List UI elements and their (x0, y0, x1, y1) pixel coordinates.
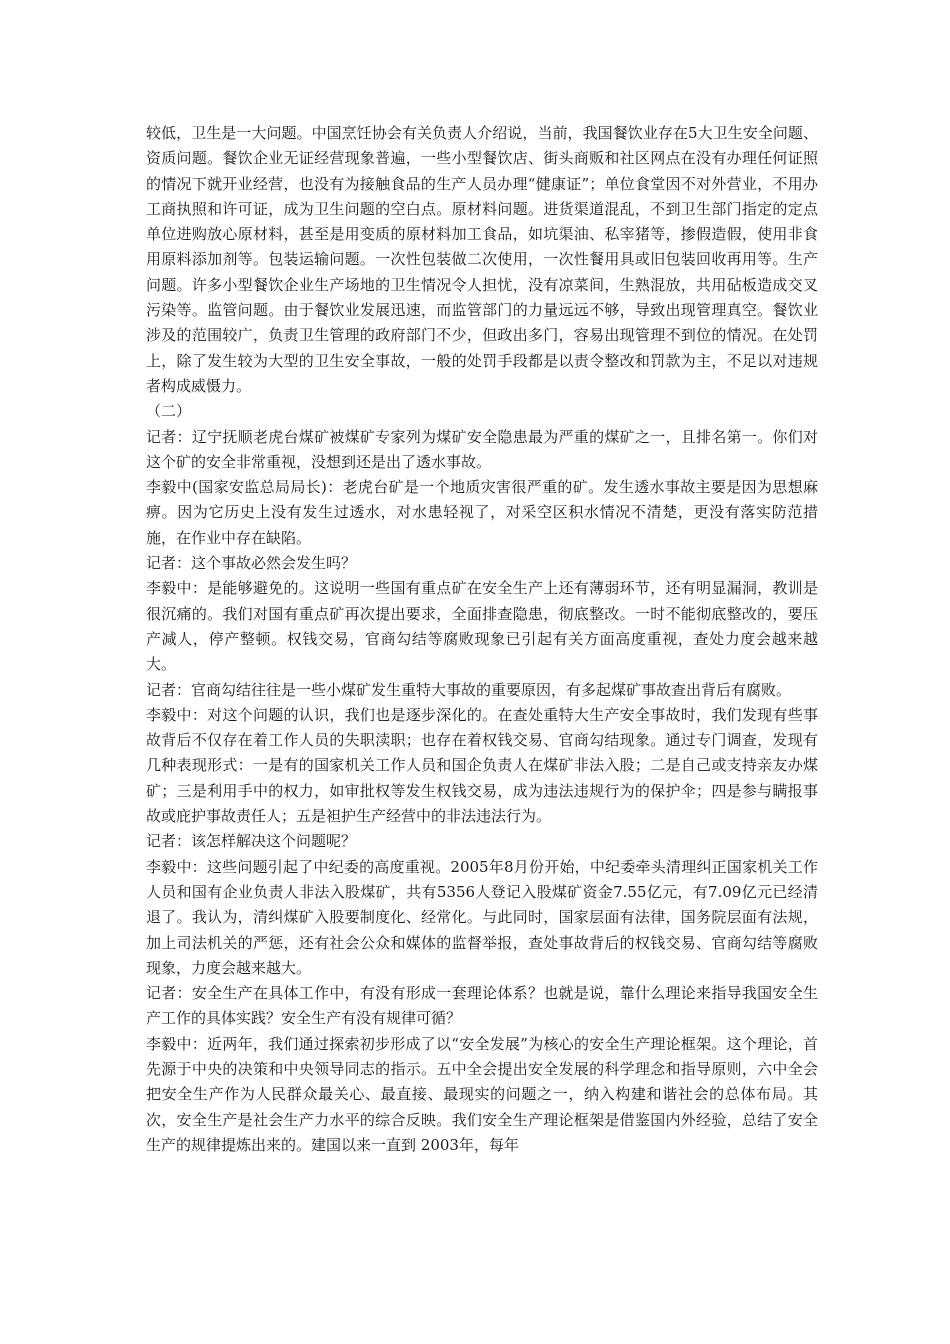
section-heading-two: （二） (146, 402, 192, 421)
paragraph-li-answer-4: 李毅中：这些问题引起了中纪委的高度重视。2005年8月份开始，中纪委牵头清理纠正国家机关工作人员和国有企业负责人非法入股煤矿，共有5356人登记入股煤矿资金7.55亿元，有7.09亿元已经清退了。我认为，清纠煤矿入股要制度化、经常化。与此同时，国家层面有法律，国务院层面有法规，加上司法机关的严惩，还有社会公众和媒体的监督举报，查处事故背后的权钱交易、官商勾结等腐败现象，力度会越来越大。 (146, 857, 818, 977)
paragraph-food-safety: 较低，卫生是一大问题。中国烹饪协会有关负责人介绍说，当前，我国餐饮业存在5大卫生安全问题、资质问题。餐饮企业无证经营现象普遍，一些小型餐饮店、街头商贩和社区网点在没有办理任何证照的情况下就开业经营，也没有为接触食品的生产人员办理“健康证”；单位食堂因不对外营业，不用办工商执照和许可证，成为卫生问题的空白点。原材料问题。进货渠道混乱，不到卫生部门指定的定点单位进购放心原材料，甚至是用变质的原材料加工食品，如坑渠油、私宰猪等，掺假造假，使用非食用原料添加剂等。包装运输问题。一次性包装做二次使用，一次性餐用具或旧包装回收再用等。生产问题。许多小型餐饮企业生产场地的卫生情况令人担忧，没有凉菜间，生熟混放，共用砧板造成交叉污染等。监管问题。由于餐饮业发展迅速，而监管部门的力量远远不够，导致出现管理真空。餐饮业涉及的范围较广，负责卫生管理的政府部门不少，但政出多门，容易出现管理不到位的情况。在处罚上，除了发生较为大型的卫生安全事故，一般的处罚手段都是以责令整改和罚款为主，不足以对违规者构成威慑力。 (146, 124, 818, 395)
paragraph-reporter-question-4: 记者：该怎样解决这个问题呢？ (146, 832, 357, 851)
paragraph-li-answer-2: 李毅中：是能够避免的。这说明一些国有重点矿在安全生产上还有薄弱环节，还有明显漏洞，教训是很沉痛的。我们对国有重点矿再次提出要求，全面排查隐患，彻底整改。一时不能彻底整改的，要压产减人，停产整顿。权钱交易，官商勾结等腐败现象已引起有关方面高度重视，查处力度会越来越大。 (146, 579, 818, 674)
paragraph-li-answer-3: 李毅中：对这个问题的认识，我们也是逐步深化的。在查处重特大生产安全事故时，我们发现有些事故背后不仅存在着工作人员的失职渎职；也存在着权钱交易、官商勾结现象。通过专门调查，发现有几种表现形式：一是有的国家机关工作人员和国企负责人在煤矿非法入股；二是自己或支持亲友办煤矿；三是利用手中的权力，如审批权等发生权钱交易，成为违法违规行为的保护伞；四是参与瞒报事故或庇护事故责任人；五是袒护生产经营中的非法违法行为。 (146, 705, 818, 826)
paragraph-reporter-question-5: 记者：安全生产在具体工作中，有没有形成一套理论体系？也就是说，靠什么理论来指导我国安全生产工作的具体实践？安全生产有没有规律可循？ (146, 984, 818, 1028)
paragraph-reporter-question-1: 记者：辽宁抚顺老虎台煤矿被煤矿专家列为煤矿安全隐患最为严重的煤矿之一，且排名第一。你们对这个矿的安全非常重视，没想到还是出了透水事故。 (146, 427, 818, 471)
paragraph-li-answer-1: 李毅中(国家安监总局局长)：老虎台矿是一个地质灾害很严重的矿。发生透水事故主要是因为思想麻痹。因为它历史上没有发生过透水，对水患轻视了，对采空区积水情况不清楚，更没有落实防范措施，在作业中存在缺陷。 (146, 478, 818, 547)
paragraph-li-answer-5: 李毅中：近两年，我们通过探索初步形成了以“安全发展”为核心的安全生产理论框架。这个理论，首先源于中央的决策和中央领导同志的指示。五中全会提出安全发展的科学理念和指导原则，六中全会把安全生产作为人民群众最关心、最直接、最现实的问题之一，纳入构建和谐社会的总体布局。其次，安全生产是社会生产力水平的综合反映。我们安全生产理论框架是借鉴国内外经验，总结了安全生产的规律提炼出来的。建国以来一直到 2003年，每年 (146, 1034, 818, 1154)
document-body (146, 121, 818, 1158)
paragraph-reporter-question-3: 记者：官商勾结往往是一些小煤矿发生重特大事故的重要原因，有多起煤矿事故查出背后有腐败。 (146, 680, 792, 699)
paragraph-reporter-question-2: 记者：这个事故必然会发生吗？ (146, 554, 357, 573)
